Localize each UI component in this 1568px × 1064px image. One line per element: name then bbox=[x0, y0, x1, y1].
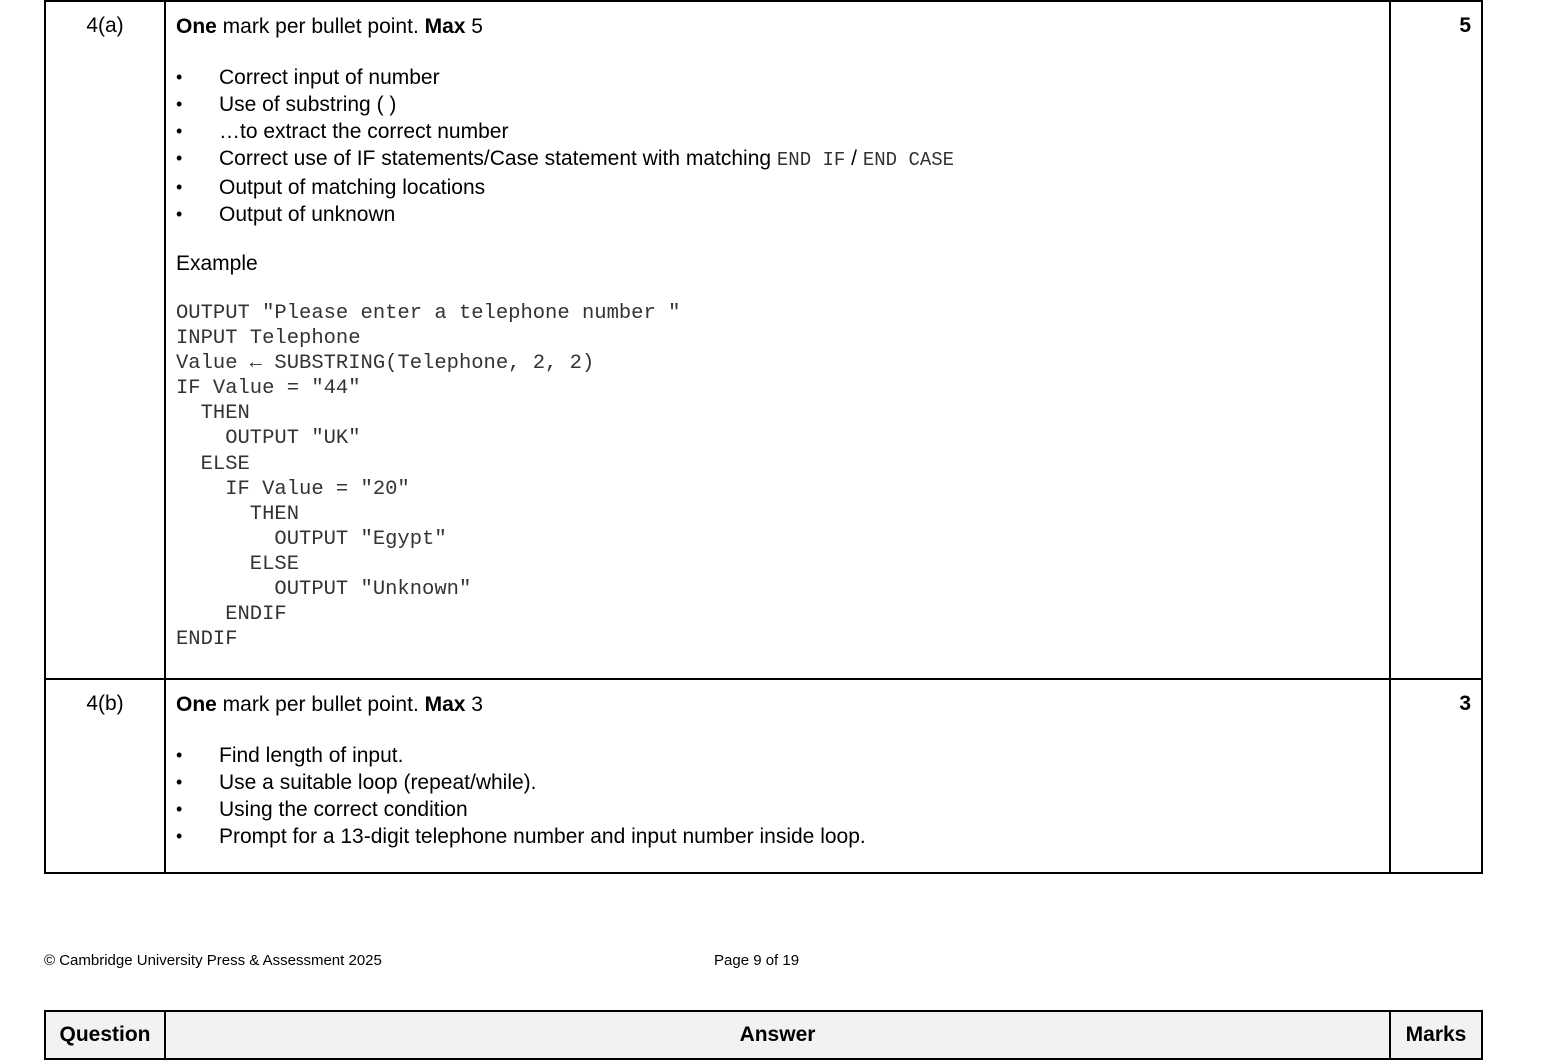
code-example: OUTPUT "Please enter a telephone number " INPUT Telephone Value ← SUBSTRING(Telephone, 2, 2) IF Value = "44" THEN OUTPUT "UK" ELSE IF Value = "20" THEN OUTPUT "Egypt" ELSE OUTPUT "Unknown" ENDIF ENDIF bbox=[176, 302, 681, 652]
case-separator: / bbox=[845, 147, 863, 170]
mark-scheme-table bbox=[44, 0, 1483, 874]
header-question: Question bbox=[45, 1011, 165, 1059]
instruction-lead: One bbox=[176, 15, 217, 38]
marking-instruction bbox=[176, 692, 1379, 718]
footer-copyright: © Cambridge University Press & Assessment 2025 bbox=[44, 952, 382, 969]
list-item: • Prompt for a 13-digit telephone number and input number inside loop. bbox=[176, 823, 1379, 850]
bullet-list bbox=[176, 64, 1379, 228]
case-bullet-text: Correct use of IF statements/Case statement with matching bbox=[219, 147, 777, 170]
code-end-if: END IF bbox=[776, 149, 846, 171]
list-item: • Find length of input. bbox=[176, 742, 1379, 769]
header-answer: Answer bbox=[165, 1011, 1390, 1059]
answer-cell bbox=[165, 1, 1390, 679]
list-item: • Use a suitable loop (repeat/while). bbox=[176, 769, 1379, 796]
marks-value: 5 bbox=[1390, 1, 1482, 679]
list-item: • Output of unknown bbox=[176, 201, 1379, 228]
instruction-max-label: Max bbox=[424, 693, 466, 716]
instruction-max-value: 5 bbox=[465, 15, 483, 38]
page-number: Page 9 of 19 bbox=[714, 952, 800, 969]
example-label: Example bbox=[176, 252, 258, 275]
marking-instruction bbox=[176, 14, 1379, 40]
code-end-case: END CASE bbox=[862, 149, 955, 171]
instruction-max-label: Max bbox=[424, 15, 466, 38]
list-item bbox=[176, 145, 1379, 174]
marks-value: 3 bbox=[1390, 679, 1482, 873]
table-row bbox=[45, 1, 1482, 679]
answer-cell bbox=[165, 679, 1390, 873]
instruction-lead: One bbox=[176, 693, 217, 716]
table-row bbox=[45, 679, 1482, 873]
list-item: • …to extract the correct number bbox=[176, 118, 1379, 145]
instruction-text: mark per bullet point. bbox=[216, 693, 425, 716]
header-marks: Marks bbox=[1390, 1011, 1482, 1059]
table-header bbox=[44, 1010, 1483, 1060]
list-item: • Use of substring ( ) bbox=[176, 91, 1379, 118]
header-row bbox=[45, 1011, 1482, 1059]
list-item: • Output of matching locations bbox=[176, 174, 1379, 201]
question-number: 4(b) bbox=[45, 679, 165, 873]
list-item: • Using the correct condition bbox=[176, 796, 1379, 823]
bullet-list bbox=[176, 742, 1379, 850]
list-item: • Correct input of number bbox=[176, 64, 1379, 91]
instruction-text: mark per bullet point. bbox=[216, 15, 425, 38]
question-number: 4(a) bbox=[45, 1, 165, 679]
instruction-max-value: 3 bbox=[465, 693, 483, 716]
